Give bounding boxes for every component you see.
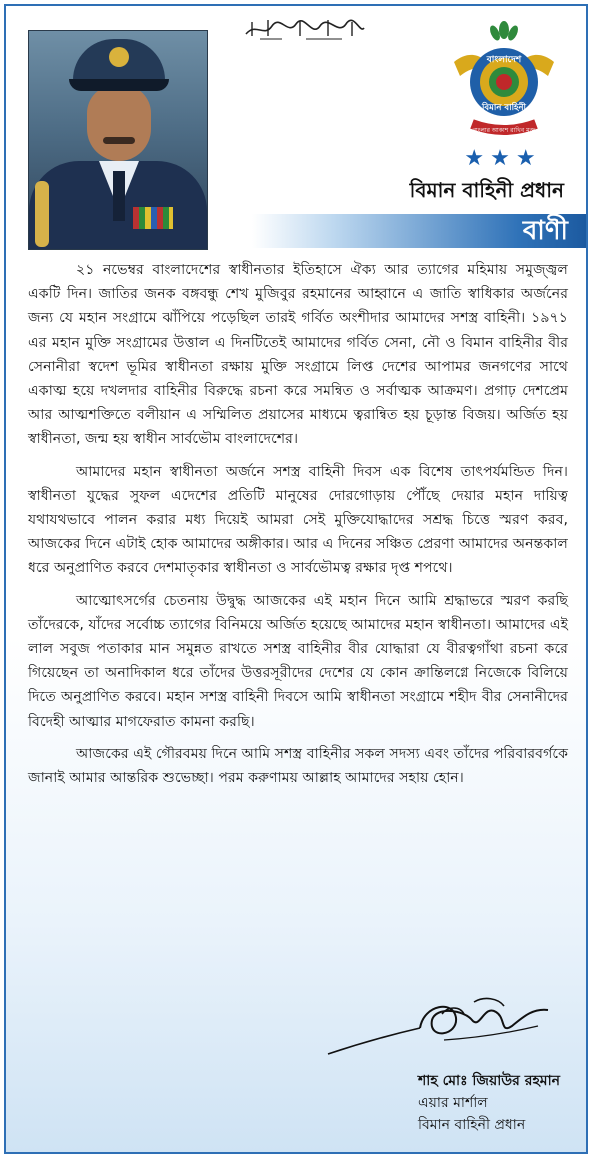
signatory-designation: বিমান বাহিনী প্রধান: [418, 1117, 526, 1133]
emblem-motto: বাংলার আকাশ রাখিব মুক্ত: [472, 127, 536, 134]
message-paragraph: আজকের এই গৌরবময় দিনে আমি সশস্ত্র বাহিনীর সকল সদস্য এবং তাঁদের পরিবারবর্গকে জানাই আমার আন্তরিক শুভেচ্ছা। পরম করুণাময় আল্লাহ আমাদের সহায় হোন।: [28, 745, 568, 787]
signatory-rank: এয়ার মার্শাল: [418, 1095, 488, 1111]
calligraphy-header: [242, 16, 368, 42]
air-force-emblem: [450, 20, 558, 146]
signatory-name: শাহ মোঃ জিয়াউর রহমান: [418, 1073, 560, 1089]
section-label: বাণী: [522, 216, 568, 246]
emblem-bottom-text: বিমান বাহিনী: [482, 103, 526, 113]
rank-stars-icon: ★★★: [464, 146, 542, 171]
portrait-photo: [28, 30, 208, 250]
signatory-block: [418, 1070, 568, 1136]
emblem-top-text: বাংলাদেশ: [486, 55, 522, 65]
message-paragraph: আমাদের মহান স্বাধীনতা অর্জনে সশস্ত্র বাহিনী দিবস এক বিশেষ তাৎপর্যমন্ডিত দিন। স্বাধীনতা যুদ্ধের সুফল এদেশের প্রতিটি মানুষের দোরগোড়ায় পৌঁছে দেয়ার মহান দায়িত্ব যথাযথভাবে পালন করার মধ্য দিয়েই আমরা সেই মুক্তিযোদ্ধাদের সশ্রদ্ধ চিত্তে স্মরণ করব, আজকের দিনে এটাই হোক আমাদের অঙ্গীকার। আর এ দিনের সঞ্চিত প্রেরণা আমাদের অনন্তকাল ধরে অনুপ্রাণিত করবে দেশমাতৃকার স্বাধীনতা ও সার্বভৌমত্ব রক্ষার দৃপ্ত শপথে।: [28, 463, 568, 577]
post-title: বিমান বাহিনী প্রধান: [409, 178, 564, 202]
message-paragraph: আত্মোৎসর্গের চেতনায় উদ্বুদ্ধ আজকের এই মহান দিনে আমি শ্রদ্ধাভরে স্মরণ করছি তাঁদেরকে, যাঁদের সর্বোচ্চ ত্যাগের বিনিময়ে অর্জিত হয়েছে আমাদের মহান স্বাধীনতা। আমাদের এই লাল সবুজ পতাকার মান সমুন্নত রাখতে সশস্ত্র বাহিনীর বীর যোদ্ধারা যে বীরত্বগাঁথা রচনা করে গিয়েছেন তা অনাদিকাল ধরে তাঁদের উত্তরসূরীদের দেশের যে কোন ক্রান্তিলগ্নে নিজেকে বিলিয়ে দিতে অনুপ্রাণিত করবে। মহান সশস্ত্র বাহিনী দিবসে আমি স্বাধীনতা সংগ্রামে শহীদ বীর সেনানীদের বিদেহী আত্মার মাগফেরাত কামনা করছি।: [28, 592, 568, 730]
section-banner: [252, 214, 586, 248]
calligraphy-text: بِسْمِ اللّٰهِ الرَّحْمٰنِ الرَّحِيْم: [299, 41, 311, 42]
handwritten-signature: [324, 984, 560, 1060]
message-card: [4, 4, 588, 1154]
message-body: [28, 258, 568, 798]
flower-icon: [488, 21, 520, 42]
message-paragraph: ২১ নভেম্বর বাংলাদেশের স্বাধীনতার ইতিহাসে ঐক্য আর ত্যাগের মহিমায় সমুজ্জ্বল একটি দিন। জাতির জনক বঙ্গবন্ধু শেখ মুজিবুর রহমানের আহ্বানে এ জাতি স্বাধিকার অর্জনের জন্য যে মহান সংগ্রামে ঝাঁপিয়ে পড়েছিল তারই গর্বিত অংশীদার আমাদের সশস্ত্র বাহিনী। ১৯৭১ এর মহান মুক্তি সংগ্রামের উত্তাল এ দিনটিতেই আমাদের গর্বিত সেনা, নৌ ও বিমান বাহিনীর বীর সেনানীরা স্বদেশ ভূমির স্বাধীনতা রক্ষায় মুক্তি সংগ্রামে লিপ্ত দেশের আপামর জনগণের সাথে একাত্ম হয়ে দখলদার বাহিনীর বিরুদ্ধে রচনা করে সমন্বিত ও সর্বাত্মক আক্রমণ। প্রগাঢ় দেশপ্রেম আর আত্মশক্তিতে বলীয়ান এ সম্মিলিত প্রয়াসের মাধ্যমে ত্বরান্বিত হয় চূড়ান্ত বিজয়। অর্জিত হয় স্বাধীনতা, জন্ম হয় স্বাধীন সার্বভৌম বাংলাদেশের।: [28, 262, 568, 448]
